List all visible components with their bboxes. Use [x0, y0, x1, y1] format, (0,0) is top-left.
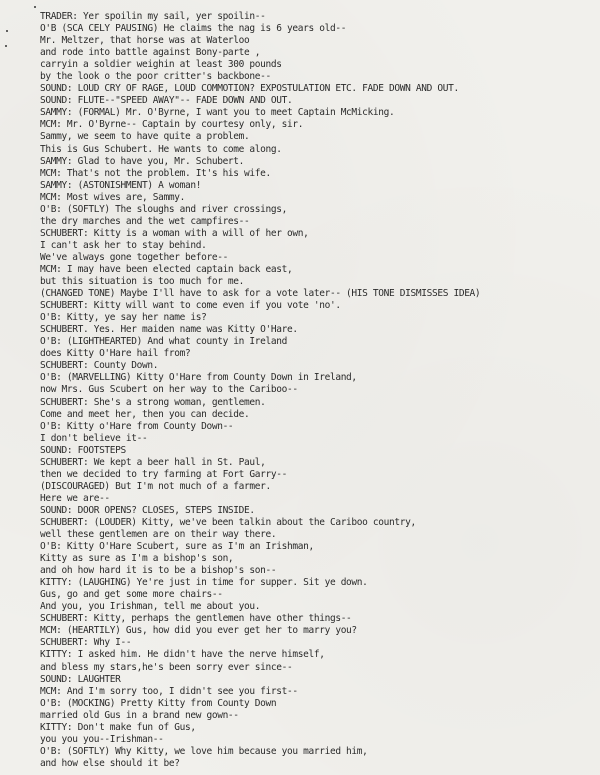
- script-line: SCHUBERT: We kept a beer hall in St. Paul,: [40, 456, 266, 468]
- script-line: MCM: That's not the problem. It's his wife.: [40, 167, 271, 179]
- script-line: Gus, go and get some more chairs--: [40, 589, 223, 601]
- script-line: SOUND: DOOR OPENS? CLOSES, STEPS INSIDE.: [40, 504, 255, 516]
- script-line: This is Gus Schubert. He wants to come along.: [40, 143, 282, 155]
- script-line: but this situation is too much for me.: [40, 276, 245, 288]
- ink-speck: [5, 45, 7, 47]
- script-line: MCM: Most wives are, Sammy.: [40, 191, 185, 203]
- script-line: MCM: I may have been elected captain back east,: [40, 263, 293, 275]
- script-line: does Kitty O'Hare hail from?: [40, 348, 191, 360]
- script-line: SCHUBERT: Kitty will want to come even if you vote 'no'.: [40, 300, 341, 312]
- script-line: O'B: (SOFTLY) Why Kitty, we love him because you married him,: [40, 745, 368, 757]
- script-line: by the look o the poor critter's backbone--: [40, 71, 271, 83]
- script-line: Sammy, we seem to have quite a problem.: [40, 131, 250, 143]
- script-line: now Mrs. Gus Scubert on her way to the Cariboo--: [40, 384, 298, 396]
- script-line: and rode into battle against Bony-parte ,: [40, 47, 261, 59]
- script-line: O'B (SCA CELY PAUSING) He claims the nag is 6 years old--: [40, 23, 347, 35]
- script-line: Kitty as sure as I'm a bishop's son,: [40, 553, 234, 565]
- script-text: [40, 11, 592, 770]
- script-line: SOUND: LOUD CRY OF RAGE, LOUD COMMOTION? EXPOSTULATION ETC. FADE DOWN AND OUT.: [40, 83, 459, 95]
- script-line: KITTY: (LAUGHING) Ye're just in time for supper. Sit ye down.: [40, 577, 368, 589]
- script-line: you you you--Irishman--: [40, 733, 164, 745]
- script-line: SCHUBERT: (LOUDER) Kitty, we've been talkin about the Cariboo country,: [40, 516, 416, 528]
- script-line: SOUND: FLUTE--"SPEED AWAY"-- FADE DOWN AND OUT.: [40, 95, 293, 107]
- script-line: O'B: Kitty, ye say her name is?: [40, 312, 207, 324]
- script-line: O'B: (SOFTLY) The sloughs and river crossings,: [40, 203, 287, 215]
- script-line: SCHUBERT. Yes. Her maiden name was Kitty O'Hare.: [40, 324, 298, 336]
- script-line: SCHUBERT: She's a strong woman, gentlemen.: [40, 396, 266, 408]
- script-line: and bless my stars,he's been sorry ever since--: [40, 661, 293, 673]
- script-line: KITTY: Don't make fun of Gus,: [40, 721, 196, 733]
- ink-speck: [34, 6, 36, 8]
- script-line: MCM: And I'm sorry too, I didn't see you first--: [40, 685, 298, 697]
- script-line: SAMMY: (FORMAL) Mr. O'Byrne, I want you to meet Captain McMicking.: [40, 107, 395, 119]
- script-line: O'B: Kitty o'Hare from County Down--: [40, 420, 234, 432]
- script-line: O'B: (MOCKING) Pretty Kitty from County Down: [40, 697, 277, 709]
- script-line: SCHUBERT: County Down.: [40, 360, 159, 372]
- script-line: SOUND: FOOTSTEPS: [40, 444, 126, 456]
- script-line: and oh how hard it is to be a bishop's son--: [40, 565, 277, 577]
- script-line: carryin a soldier weighin at least 300 pounds: [40, 59, 282, 71]
- script-line: MCM: (HEARTILY) Gus, how did you ever get her to marry you?: [40, 625, 357, 637]
- script-line: O'B: (MARVELLING) Kitty O'Hare from County Down in Ireland,: [40, 372, 357, 384]
- script-line: SCHUBERT: Why I--: [40, 637, 132, 649]
- script-line: SAMMY: (ASTONISHMENT) A woman!: [40, 179, 202, 191]
- script-line: (DISCOURAGED) But I'm not much of a farmer.: [40, 480, 271, 492]
- script-line: And you, you Irishman, tell me about you.: [40, 601, 261, 613]
- script-line: O'B: Kitty O'Hare Scubert, sure as I'm an Irishman,: [40, 541, 314, 553]
- ink-speck: [6, 30, 8, 32]
- script-line: O'B: (LIGHTHEARTED) And what county in Ireland: [40, 336, 287, 348]
- script-line: married old Gus in a brand new gown--: [40, 709, 239, 721]
- script-line: SAMMY: Glad to have you, Mr. Schubert.: [40, 155, 245, 167]
- script-line: TRADER: Yer spoilin my sail, yer spoilin--: [40, 11, 266, 22]
- script-line: (CHANGED TONE) Maybe I'll have to ask for a vote later-- (HIS TONE DISMISSES IDEA): [40, 288, 481, 300]
- script-line: Here we are--: [40, 492, 110, 504]
- script-line: KITTY: I asked him. He didn't have the nerve himself,: [40, 649, 325, 661]
- script-line: We've always gone together before--: [40, 251, 228, 263]
- script-line: and how else should it be?: [40, 757, 180, 769]
- script-line: the dry marches and the wet campfires--: [40, 215, 250, 227]
- script-line: MCM: Mr. O'Byrne-- Captain by courtesy only, sir.: [40, 119, 304, 131]
- script-line: well these gentlemen are on their way there.: [40, 529, 277, 541]
- script-line: I don't believe it--: [40, 432, 148, 444]
- script-line: SCHUBERT: Kitty is a woman with a will of her own,: [40, 227, 309, 239]
- script-line: Mr. Meltzer, that horse was at Waterloo: [40, 35, 250, 47]
- script-line: then we decided to try farming at Fort Garry--: [40, 468, 287, 480]
- script-line: Come and meet her, then you can decide.: [40, 408, 250, 420]
- script-line: SOUND: LAUGHTER: [40, 673, 121, 685]
- script-line: SCHUBERT: Kitty, perhaps the gentlemen have other things--: [40, 613, 352, 625]
- script-line: I can't ask her to stay behind.: [40, 239, 207, 251]
